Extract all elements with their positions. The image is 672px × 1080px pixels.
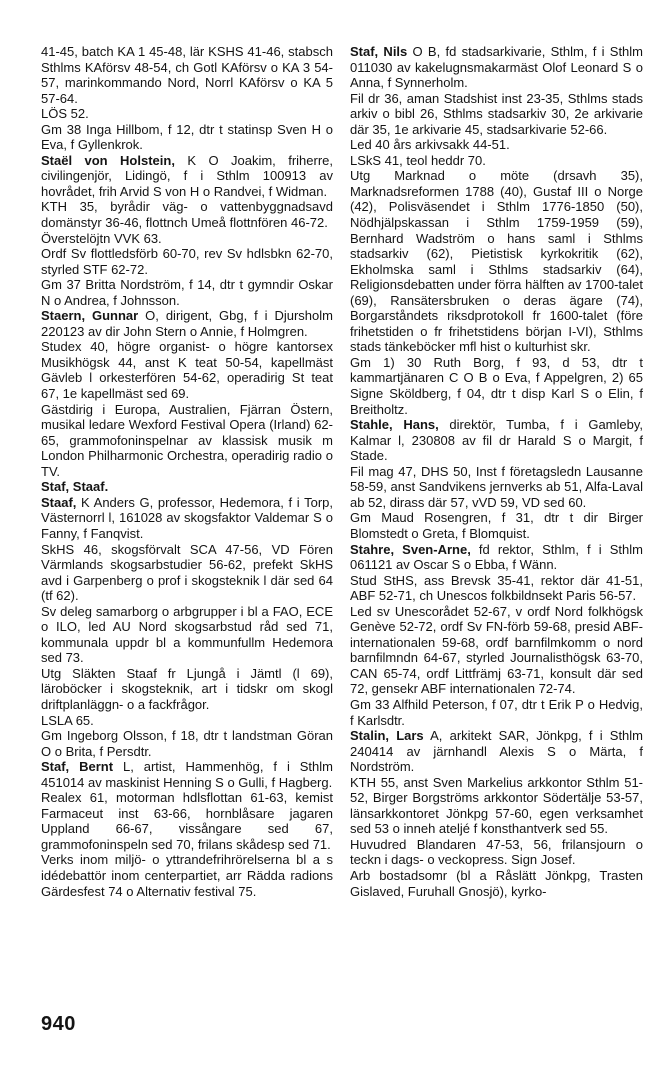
entry-text: Ordf Sv flottledsförb 60-70, rev Sv hdlsbkn 62-70, styrled STF 62-72.	[41, 246, 333, 277]
entry-paragraph	[41, 231, 333, 247]
entry-heading-paragraph	[350, 44, 643, 91]
entry-text: Huvudred Blandaren 47-53, 56, frilansjourn o teckn i dags- o veckopress. Sign Josef.	[350, 836, 643, 868]
entry-heading-paragraph	[41, 153, 333, 200]
entry-text: Verks inom miljö- o yttrandefrihrörelserna bl a s idédebattör inom centerpartiet, arr Rädda radions Gärdesfest 74 o Alternativ festival 75.	[41, 852, 333, 899]
entry-text: Sv deleg samarborg o arbgrupper i bl a FAO, ECE o ILO, led AU Nord skogsarbstud råd sed 71, kommunala uppdr bl a kommunfullm Hedemora sed 73.	[41, 603, 333, 666]
entry-text: 41-45, batch KA 1 45-48, lär KSHS 41-46, stabsch Sthlms KAförsv 48-54, ch Gotl KAförsv o KA 3 54-57, marinkommando Nord, Norrl KAförsv o KA 5 57-64.	[41, 44, 333, 106]
entry-text: Utg Släkten Staaf fr Ljungå i Jämtl (l 69), läroböcker i skogsteknik, art i tidskr om skogl driftplanläggn- o a fackfrågor.	[41, 665, 333, 712]
entry-name: Staf, Bernt	[41, 759, 114, 775]
page-number: 940	[41, 1013, 76, 1035]
entry-name: Staf, Nils	[350, 44, 408, 59]
entry-heading-paragraph	[41, 759, 333, 790]
entry-paragraph	[350, 837, 643, 868]
entry-text: Gm Maud Rosengren, f 31, dtr t dir Birger Blomstedt o Greta, f Blomquist.	[350, 510, 643, 541]
entry-text: Gästdirig i Europa, Australien, Fjärran Östern, musikal ledare Wexford Festival Opera (Irland) 62-65, grammofoninspelnar av klassisk musik m London Philharmonic Orchestra, operadirig radio o TV.	[41, 401, 333, 479]
entry-name: Stalin, Lars	[350, 728, 424, 744]
entry-paragraph	[41, 852, 333, 899]
entry-heading-paragraph	[41, 495, 333, 542]
entry-heading-paragraph	[350, 728, 643, 775]
entry-paragraph	[350, 604, 643, 697]
entry-text: Gm 33 Alfhild Peterson, f 07, dtr t Erik P o Hedvig, f Karlsdtr.	[350, 696, 643, 728]
entry-text: Studex 40, högre organist- o högre kantorsex Musikhögsk 44, anst K teat 50-54, kapellmäst Gävleb l orkesterfören 54-62, operadirig St teat 67, 1e kapellmäst sed 69.	[41, 339, 333, 402]
entry-heading-paragraph	[350, 417, 643, 464]
entry-paragraph	[350, 868, 643, 899]
entry-text: Led 40 års arkivsakk 44-51.	[350, 137, 510, 153]
entry-name: Staël von Holstein,	[41, 152, 175, 168]
entry-paragraph	[41, 402, 333, 480]
entry-text: L, artist, Hammenhög, f i Sthlm 451014 av maskinist Henning S o Gulli, f Hagberg.	[41, 759, 333, 790]
entry-heading-paragraph	[41, 308, 333, 339]
entry-paragraph	[350, 153, 643, 169]
entry-text: A, arkitekt SAR, Jönkpg, f i Sthlm 240414 av järnhandl Alexis S o Märta, f Nordström.	[350, 728, 644, 775]
right-column	[350, 44, 643, 899]
entry-name: Stahre, Sven-Arne,	[350, 541, 471, 557]
entry-paragraph	[350, 775, 643, 837]
entry-paragraph	[41, 44, 333, 106]
entry-paragraph	[41, 339, 333, 401]
entry-paragraph	[41, 790, 333, 852]
entry-text: Led sv Unescorådet 52-67, v ordf Nord folkhögsk Genève 52-72, ordf Sv FN-förb 59-68, presid ABF-internationalen 59-68, ordf barnfilmkomm o nord barnfilmndn 64-67, styrled Journalisthögsk 63-70, CAN 65-74, ordf Littfrämj 63-71, konsult där sed 72, gensekr ABF internationalen 72-74.	[350, 603, 643, 697]
entry-text: LSLA 65.	[41, 712, 94, 728]
entry-text: K Anders G, professor, Hedemora, f i Torp, Västernorrl l, 161028 av skogsfaktor Valdemar S o Fanny, f Fanqvist.	[41, 494, 333, 541]
entry-paragraph	[41, 713, 333, 729]
entry-paragraph	[41, 106, 333, 122]
entry-paragraph	[350, 697, 643, 728]
entry-paragraph	[350, 510, 643, 541]
entry-heading-paragraph	[41, 479, 333, 495]
entry-heading-paragraph	[350, 542, 643, 573]
entry-paragraph	[350, 168, 643, 355]
entry-text: Realex 61, motorman hdlsflottan 61-63, kemist Farmaceut inst 63-66, hornblåsare jagaren Uppland 66-67, vissångare sed 67, grammofoninspeln sed 70, frilans skådesp sed 71.	[41, 790, 333, 852]
entry-text: fd rektor, Sthlm, f i Sthlm 061121 av Oscar S o Ebba, f Wänn.	[350, 541, 643, 573]
entry-text: direktör, Tumba, f i Gamleby, Kalmar l, 230808 av fil dr Harald S o Margit, f Stade.	[350, 417, 643, 464]
entry-text: Arb bostadsomr (bl a Råslätt Jönkpg, Trasten Gislaved, Furuhall Gnosjö), kyrko-	[350, 867, 643, 899]
entry-text: LÖS 52.	[41, 106, 89, 122]
entry-name: Staaf,	[41, 494, 77, 510]
entry-text: Gm Ingeborg Olsson, f 18, dtr t landstman Göran O o Brita, f Persdtr.	[41, 728, 333, 759]
entry-text: LSkS 41, teol heddr 70.	[350, 152, 486, 168]
entry-paragraph	[41, 666, 333, 713]
entry-paragraph	[41, 199, 333, 230]
left-column	[41, 44, 333, 899]
entry-paragraph	[41, 277, 333, 308]
entry-text: O, dirigent, Gbg, f i Djursholm 220123 av dir John Stern o Annie, f Holmgren.	[41, 308, 333, 339]
entry-paragraph	[350, 573, 643, 604]
entry-text: KTH 35, byrådir väg- o vattenbyggnadsavd domänstyr 36-46, flottnch Umeå flottnfören 46-72.	[41, 199, 333, 231]
entry-text: Stud StHS, ass Brevsk 35-41, rektor där 41-51, ABF 52-71, ch Unescos folkbildnsekt Paris 56-57.	[350, 572, 643, 604]
entry-paragraph	[41, 246, 333, 277]
entry-name: Stahle, Hans,	[350, 417, 439, 433]
entry-text: Överstelöjtn VVK 63.	[41, 230, 162, 246]
entry-paragraph	[41, 542, 333, 604]
entry-text: Gm 37 Britta Nordström, f 14, dtr t gymndir Oskar N o Andrea, f Johnsson.	[41, 277, 333, 308]
entry-text: Fil mag 47, DHS 50, Inst f företagsledn Lausanne 58-59, anst Sandvikens jernverks ab 51, Alfa-Laval ab 52, dirass där 57, vVD 59, VD sed 60.	[350, 463, 643, 510]
entry-name: Staern, Gunnar	[41, 308, 139, 324]
entry-text: Utg Marknad o möte (drsavh 35), Marknadsreformen 1788 (40), Gustaf III o Norge (42), Polisväsendet i Sthlm 1776-1850 (50), Nödhjälpskassan i Sthlm 1759-1959 (59), Bernhard Wadström o hans saml i Sthlms stadsarkiv (62), Pietistisk kyrkokritik (62), Ekholmska saml i Sthlms stadsarkiv (64), Religionsdebatten under förra hälften av 1700-talet (69), Ransätersbruken o deras ägare (74), Borgarståndets riksdprotokoll fr 1600-talet (före frihetstiden o fr frihetstidens början I-VI), Sthlms stads tänkeböcker mfl hist o kulturhist skr.	[350, 168, 643, 355]
entry-paragraph	[350, 137, 643, 153]
entry-text: Gm 38 Inga Hillbom, f 12, dtr t statinsp Sven H o Eva, f Gyllenkrok.	[41, 121, 333, 153]
entry-text: SkHS 46, skogsförvalt SCA 47-56, VD Fören Värmlands skogsarbstudier 56-62, prefekt SkHS avd i Garpenberg o prof i skogsteknik l där sed 64 (tf 62).	[41, 541, 333, 604]
entry-text: K O Joakim, friherre, civilingenjör, Lidingö, f i Sthlm 100913 av hovrådet, frih Arvid S von H o Randvei, f Widman.	[41, 152, 333, 199]
entry-paragraph	[350, 91, 643, 138]
entry-text: Gm 1) 30 Ruth Borg, f 93, d 53, dtr t kammartjänaren C O B o Eva, f Appelgren, 2) 65 Signe Sköldberg, f 04, dtr t disp Karl S o Elin, f Breitholtz.	[350, 354, 643, 417]
entry-text: KTH 55, anst Sven Markelius arkkontor Sthlm 51-52, Birger Borgströms arkkontor Södertälje 53-57, länsarkkontoret Jönkpg 57-60, egen verksamhet sed 53 o inneh ateljé f konsthantverk sed 55.	[350, 774, 643, 837]
entry-paragraph	[41, 604, 333, 666]
entry-name: Staf, Staaf.	[41, 479, 109, 495]
entry-paragraph	[41, 728, 333, 759]
entry-paragraph	[350, 464, 643, 511]
entry-paragraph	[41, 122, 333, 153]
entry-text: Fil dr 36, aman Stadshist inst 23-35, Sthlms stads arkiv o bibl 26, Sthlms stadsarkiv 30, 2e arkivarie där 35, 1e arkivarie 45, stadsarkivarie 52-66.	[350, 90, 643, 137]
entry-text: O B, fd stadsarkivarie, Sthlm, f i Sthlm 011030 av kakelugnsmakarmäst Olof Leonard S o Anna, f Synnerholm.	[350, 44, 644, 91]
entry-paragraph	[350, 355, 643, 417]
